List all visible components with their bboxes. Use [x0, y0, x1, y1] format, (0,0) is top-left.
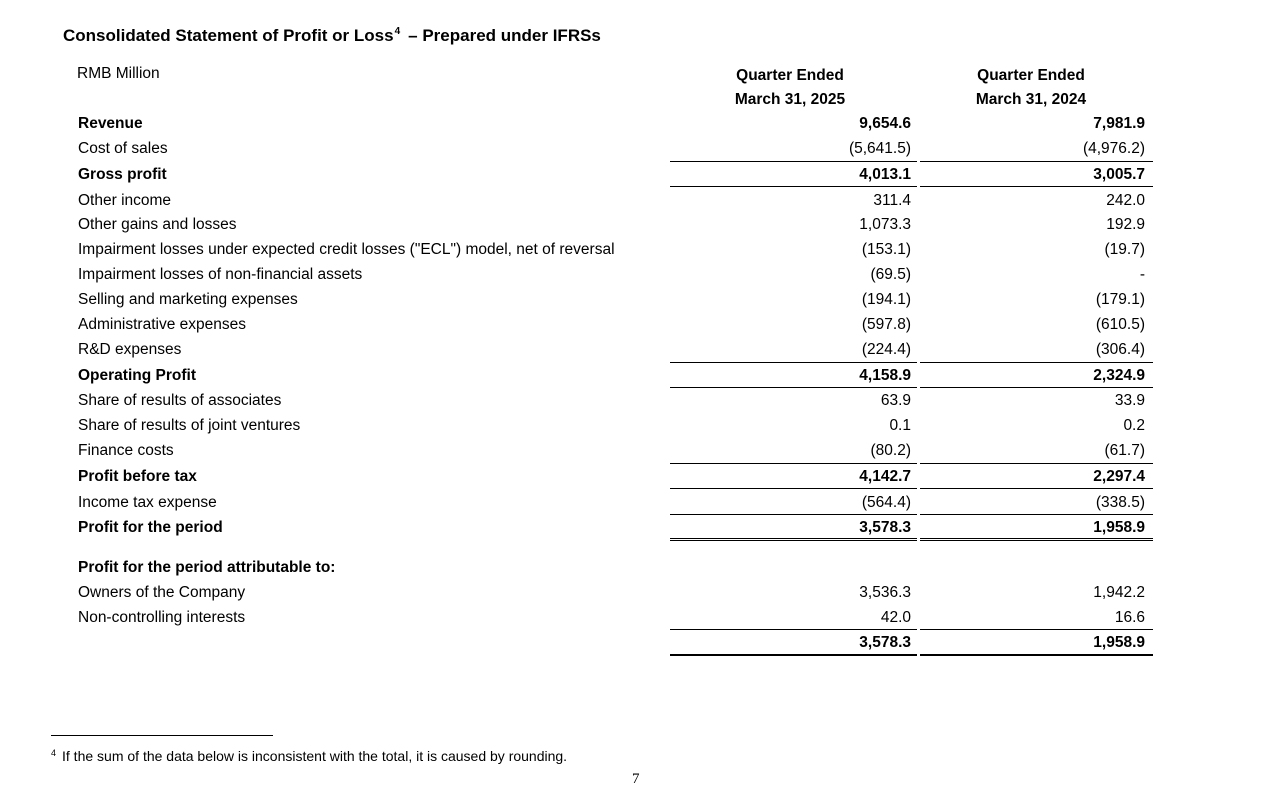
value-2025: (597.8)	[861, 316, 911, 333]
double-underline	[670, 538, 917, 541]
unit-label: RMB Million	[77, 65, 160, 82]
row-cost-of-sales	[0, 137, 1283, 162]
value-2025: 42.0	[880, 609, 911, 626]
divider	[670, 387, 917, 388]
value-2025: 9,654.6	[859, 115, 911, 132]
row-owners	[0, 581, 1283, 606]
value-2025: 3,536.3	[859, 584, 911, 601]
row-label: Share of results of joint ventures	[78, 417, 301, 434]
value-2025: 311.4	[873, 192, 911, 209]
row-label: Administrative expenses	[78, 316, 246, 333]
page-title	[63, 26, 601, 46]
divider	[670, 488, 917, 489]
row-other-income	[0, 189, 1283, 214]
value-2024: 0.2	[1123, 417, 1145, 434]
value-2025: (564.4)	[861, 494, 911, 511]
row-non-controlling	[0, 606, 1283, 631]
row-label: Revenue	[78, 115, 143, 132]
title-text: Consolidated Statement of Profit or Loss	[63, 26, 394, 45]
column-header-2024	[911, 64, 1151, 112]
divider	[670, 186, 917, 187]
row-label: Finance costs	[78, 442, 174, 459]
divider	[670, 463, 917, 464]
page-number: 7	[632, 771, 640, 787]
value-2025: (5,641.5)	[848, 140, 911, 157]
value-2025: 0.1	[889, 417, 911, 434]
value-2025: 3,578.3	[859, 634, 911, 651]
row-income-tax	[0, 491, 1283, 516]
value-2025: 1,073.3	[859, 216, 911, 233]
value-2025: 4,158.9	[859, 367, 911, 384]
row-selling-marketing	[0, 288, 1283, 313]
column-header-2025	[670, 64, 910, 112]
value-2025: (194.1)	[861, 291, 911, 308]
row-label: Owners of the Company	[78, 584, 246, 601]
divider	[670, 161, 917, 162]
row-finance-costs	[0, 439, 1283, 464]
value-2024: (306.4)	[1095, 341, 1145, 358]
row-label: Gross profit	[78, 166, 167, 183]
row-attributable-total	[0, 631, 1283, 656]
value-2024: 1,942.2	[1093, 584, 1145, 601]
value-2024: (179.1)	[1095, 291, 1145, 308]
row-rnd	[0, 338, 1283, 363]
value-2024: 16.6	[1114, 609, 1145, 626]
value-2024: (338.5)	[1095, 494, 1145, 511]
footnote-text: If the sum of the data below is inconsistent with the total, it is caused by rounding.	[62, 748, 568, 764]
value-2024: (610.5)	[1095, 316, 1145, 333]
divider	[920, 514, 1153, 515]
row-label: Cost of sales	[78, 140, 168, 157]
value-2025: (153.1)	[861, 241, 911, 258]
value-2024: 33.9	[1114, 392, 1145, 409]
footnote-separator	[51, 735, 273, 736]
value-2024: 3,005.7	[1093, 166, 1145, 183]
double-underline	[920, 538, 1153, 541]
value-2024: -	[1139, 266, 1145, 283]
divider	[920, 463, 1153, 464]
value-2025: 4,013.1	[859, 166, 911, 183]
attributable-heading	[0, 556, 1283, 581]
divider	[920, 161, 1153, 162]
row-other-gains	[0, 213, 1283, 238]
value-2024: 192.9	[1106, 216, 1145, 233]
footnote-mark: 4	[51, 748, 57, 758]
row-impairment-ecl	[0, 238, 1283, 263]
row-impairment-non-financial	[0, 263, 1283, 288]
row-label: Income tax expense	[78, 494, 217, 511]
divider	[670, 629, 917, 630]
value-2025: 3,578.3	[859, 519, 911, 536]
divider	[920, 387, 1153, 388]
row-revenue	[0, 112, 1283, 137]
row-label: Share of results of associates	[78, 392, 282, 409]
value-2025: (80.2)	[870, 442, 911, 459]
divider	[920, 186, 1153, 187]
row-label: Impairment losses of non-financial assets	[78, 266, 363, 283]
value-2024: 2,324.9	[1093, 367, 1145, 384]
row-label: Impairment losses under expected credit losses ("ECL") model, net of reversal	[78, 241, 615, 258]
value-2024: (19.7)	[1104, 241, 1145, 258]
divider	[920, 488, 1153, 489]
value-2025: 4,142.7	[859, 468, 911, 485]
value-2024: (4,976.2)	[1082, 140, 1145, 157]
divider	[670, 654, 917, 656]
divider	[920, 362, 1153, 363]
value-2024: 7,981.9	[1093, 115, 1145, 132]
value-2024: 1,958.9	[1093, 634, 1145, 651]
row-label: Selling and marketing expenses	[78, 291, 298, 308]
divider	[670, 514, 917, 515]
row-label: Operating Profit	[78, 367, 196, 384]
column-header-line1: Quarter Ended	[977, 67, 1085, 84]
row-label: Other gains and losses	[78, 216, 237, 233]
value-2025: (224.4)	[861, 341, 911, 358]
row-gross-profit	[0, 163, 1283, 188]
row-label: Non-controlling interests	[78, 609, 246, 626]
column-header-line2: March 31, 2025	[734, 91, 846, 108]
value-2024: 242.0	[1106, 192, 1145, 209]
divider	[920, 654, 1153, 656]
value-2024: 2,297.4	[1093, 468, 1145, 485]
row-label: Profit for the period	[78, 519, 223, 536]
footnote	[51, 748, 567, 764]
value-2024: 1,958.9	[1093, 519, 1145, 536]
value-2025: 63.9	[880, 392, 911, 409]
divider	[670, 362, 917, 363]
value-2024: (61.7)	[1104, 442, 1145, 459]
row-label: Profit before tax	[78, 468, 197, 485]
footnote-ref: 4	[394, 26, 401, 37]
value-2025: (69.5)	[870, 266, 911, 283]
row-label: R&D expenses	[78, 341, 182, 358]
row-share-joint-ventures	[0, 414, 1283, 439]
row-administrative	[0, 313, 1283, 338]
title-suffix: – Prepared under IFRSs	[408, 26, 601, 45]
row-label: Other income	[78, 192, 172, 209]
divider	[920, 629, 1153, 630]
row-share-associates	[0, 389, 1283, 414]
section-heading: Profit for the period attributable to:	[78, 559, 336, 576]
row-operating-profit	[0, 364, 1283, 389]
row-profit-before-tax	[0, 465, 1283, 490]
column-header-line1: Quarter Ended	[736, 67, 844, 84]
column-header-line2: March 31, 2024	[975, 91, 1087, 108]
